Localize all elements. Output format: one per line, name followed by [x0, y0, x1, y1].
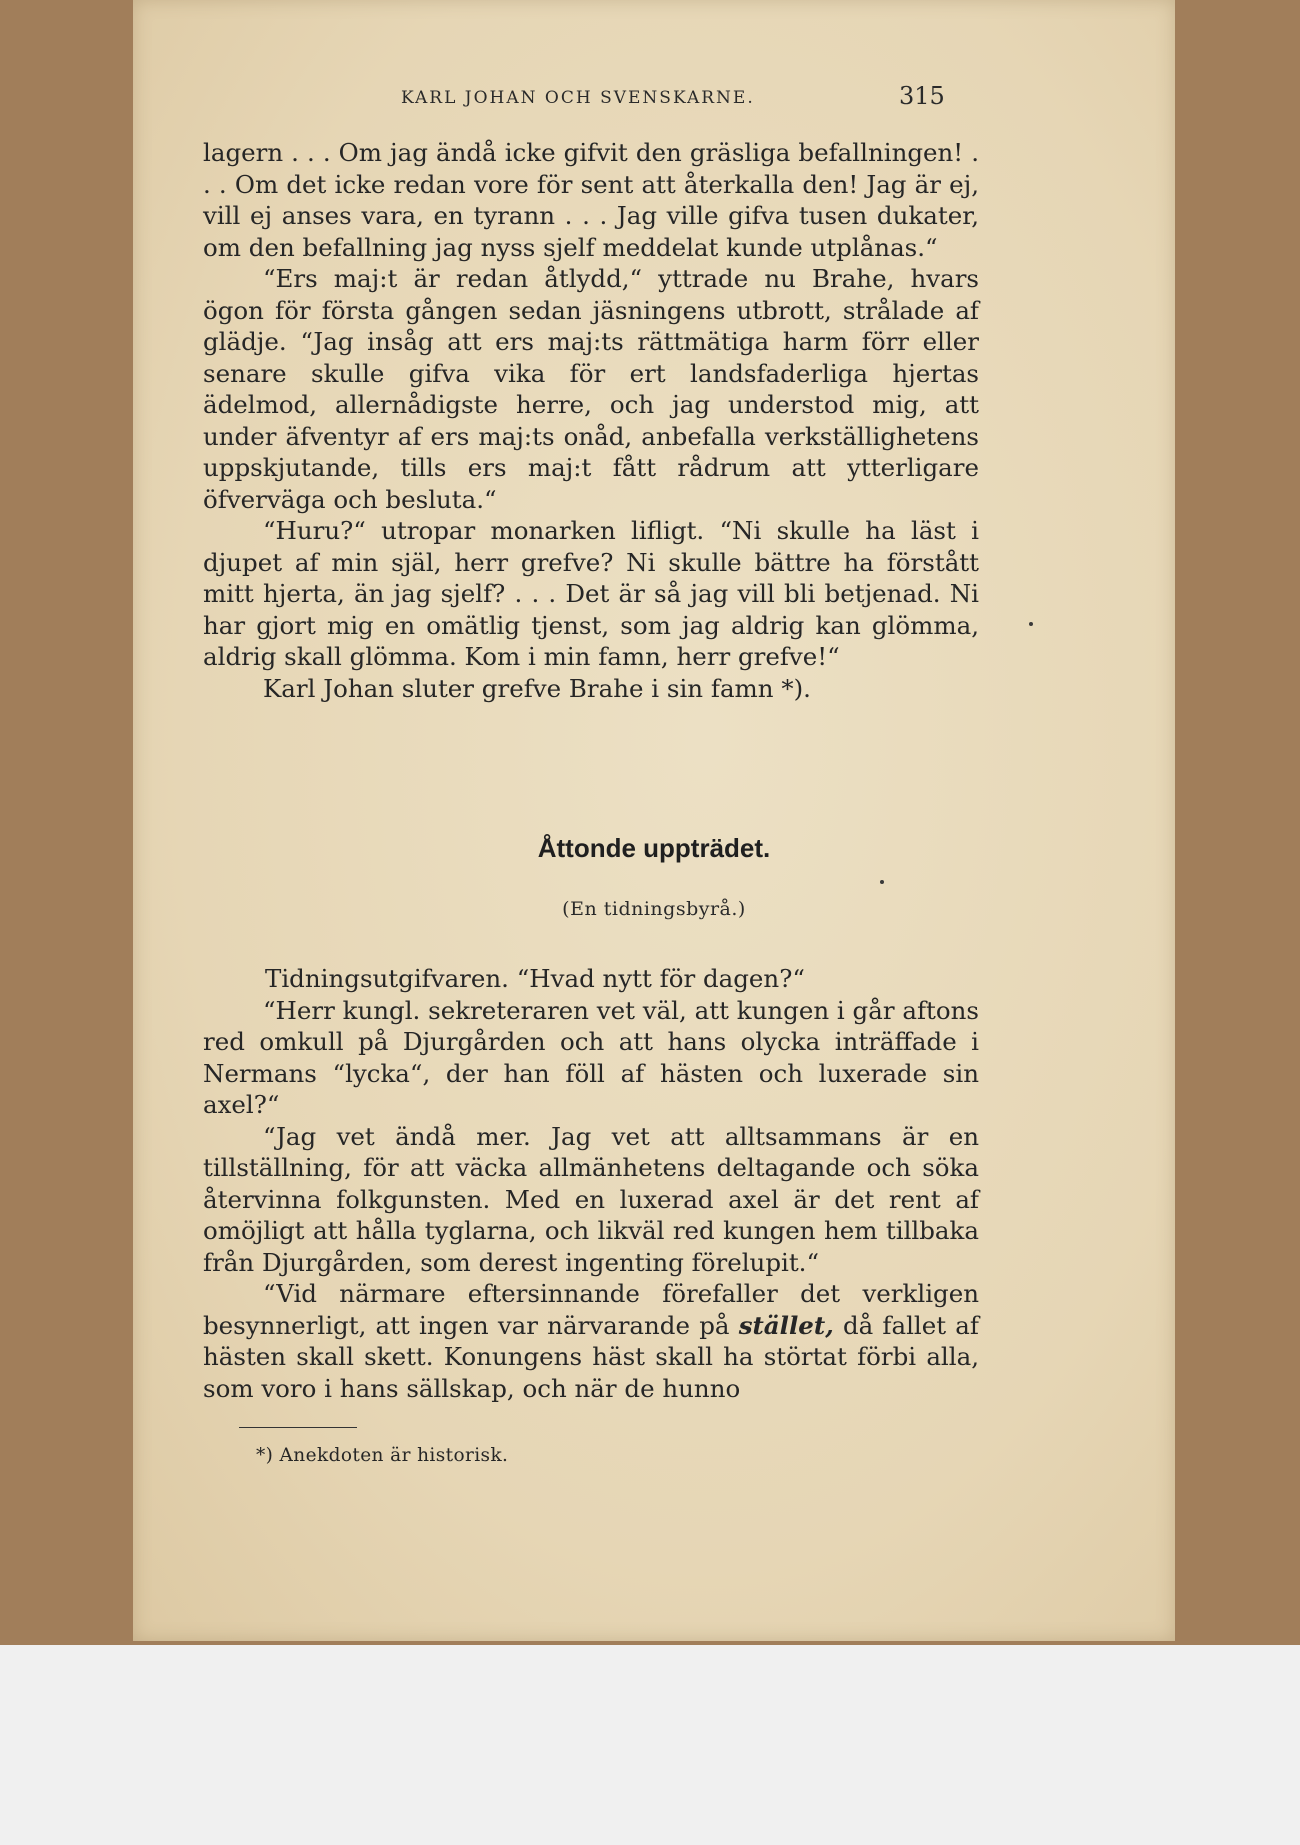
paper-speck	[880, 880, 884, 884]
book-page	[133, 0, 1175, 1641]
paragraph-text: då fallet af hästen skall skett. Konungens häst skall ha störtat förbi alla, som voro i hans sällskap, och när de hunno	[203, 1310, 979, 1403]
paragraph	[203, 1278, 979, 1404]
emphasized-word: stället,	[738, 1310, 834, 1340]
footnote: *) Anekdoten är historisk.	[256, 1445, 509, 1466]
paragraph: “Jag vet ändå mer. Jag vet att alltsammans är en tillställning, för att väcka allmänhetens deltagande och söka återvinna folkgunsten. Med en luxerad axel är det rent af omöjligt att hålla tyglarna, och likväl red kungen hem tillbaka från Djurgården, som derest ingenting förelupit.“	[203, 1121, 979, 1277]
running-title: KARL JOHAN OCH SVENSKARNE.	[401, 88, 755, 108]
page-number: 315	[899, 82, 945, 110]
paper-speck	[1029, 622, 1033, 626]
page-header	[133, 82, 1175, 112]
paragraph: Karl Johan sluter grefve Brahe i sin famn *).	[263, 673, 811, 703]
empty-area	[0, 1645, 1300, 1845]
paragraph: lagern . . . Om jag ändå icke gifvit den gräsliga befallningen! . . . Om det icke redan vore för sent att återkalla den! Jag är ej, vill ej anses vara, en tyrann . . . Jag ville gifva tusen dukater, om den befallning jag nyss sjelf meddelat kunde utplånas.“	[203, 138, 979, 262]
scene-subtitle: (En tidningsbyrå.)	[562, 898, 746, 920]
paragraph: “Herr kungl. sekreteraren vet väl, att kungen i går aftons red omkull på Djurgården och att hans olycka inträffade i Nermans “lycka“, der han föll af hästen och luxerade sin axel?“	[203, 995, 979, 1119]
scene-heading: Åttonde uppträdet.	[537, 833, 771, 863]
paragraph: “Ers maj:t är redan åtlydd,“ yttrade nu Brahe, hvars ögon för första gången sedan jäsningens utbrott, strålade af glädje. “Jag insåg att ers maj:ts rättmätiga harm förr eller senare skulle gifva vika för ert landsfaderliga hjertas ädelmod, allernådigste herre, och jag understod mig, att under äfventyr af ers maj:ts onåd, anbefalla verkställighetens uppskjutande, tills ers maj:t fått rådrum att ytterligare öfverväga och besluta.“	[203, 264, 979, 514]
footnote-divider	[239, 1427, 357, 1428]
text-block-bottom	[203, 963, 979, 1404]
paragraph: Tidningsutgifvaren. “Hvad nytt för dagen?“	[265, 964, 805, 993]
paragraph: “Huru?“ utropar monarken lifligt. “Ni skulle ha läst i djupet af min själ, herr grefve? Ni skulle bättre ha förstått mitt hjerta, än jag sjelf? . . . Det är så jag vill bli betjenad. Ni har gjort mig en omätlig tjenst, som jag aldrig kan glömma, aldrig skall glömma. Kom i min famn, herr grefve!“	[203, 516, 979, 671]
paragraph-text: “Vid närmare eftersinnande förefaller det verkligen besynnerligt, att ingen var närvarande på	[203, 1279, 979, 1340]
text-block-top	[203, 137, 979, 704]
